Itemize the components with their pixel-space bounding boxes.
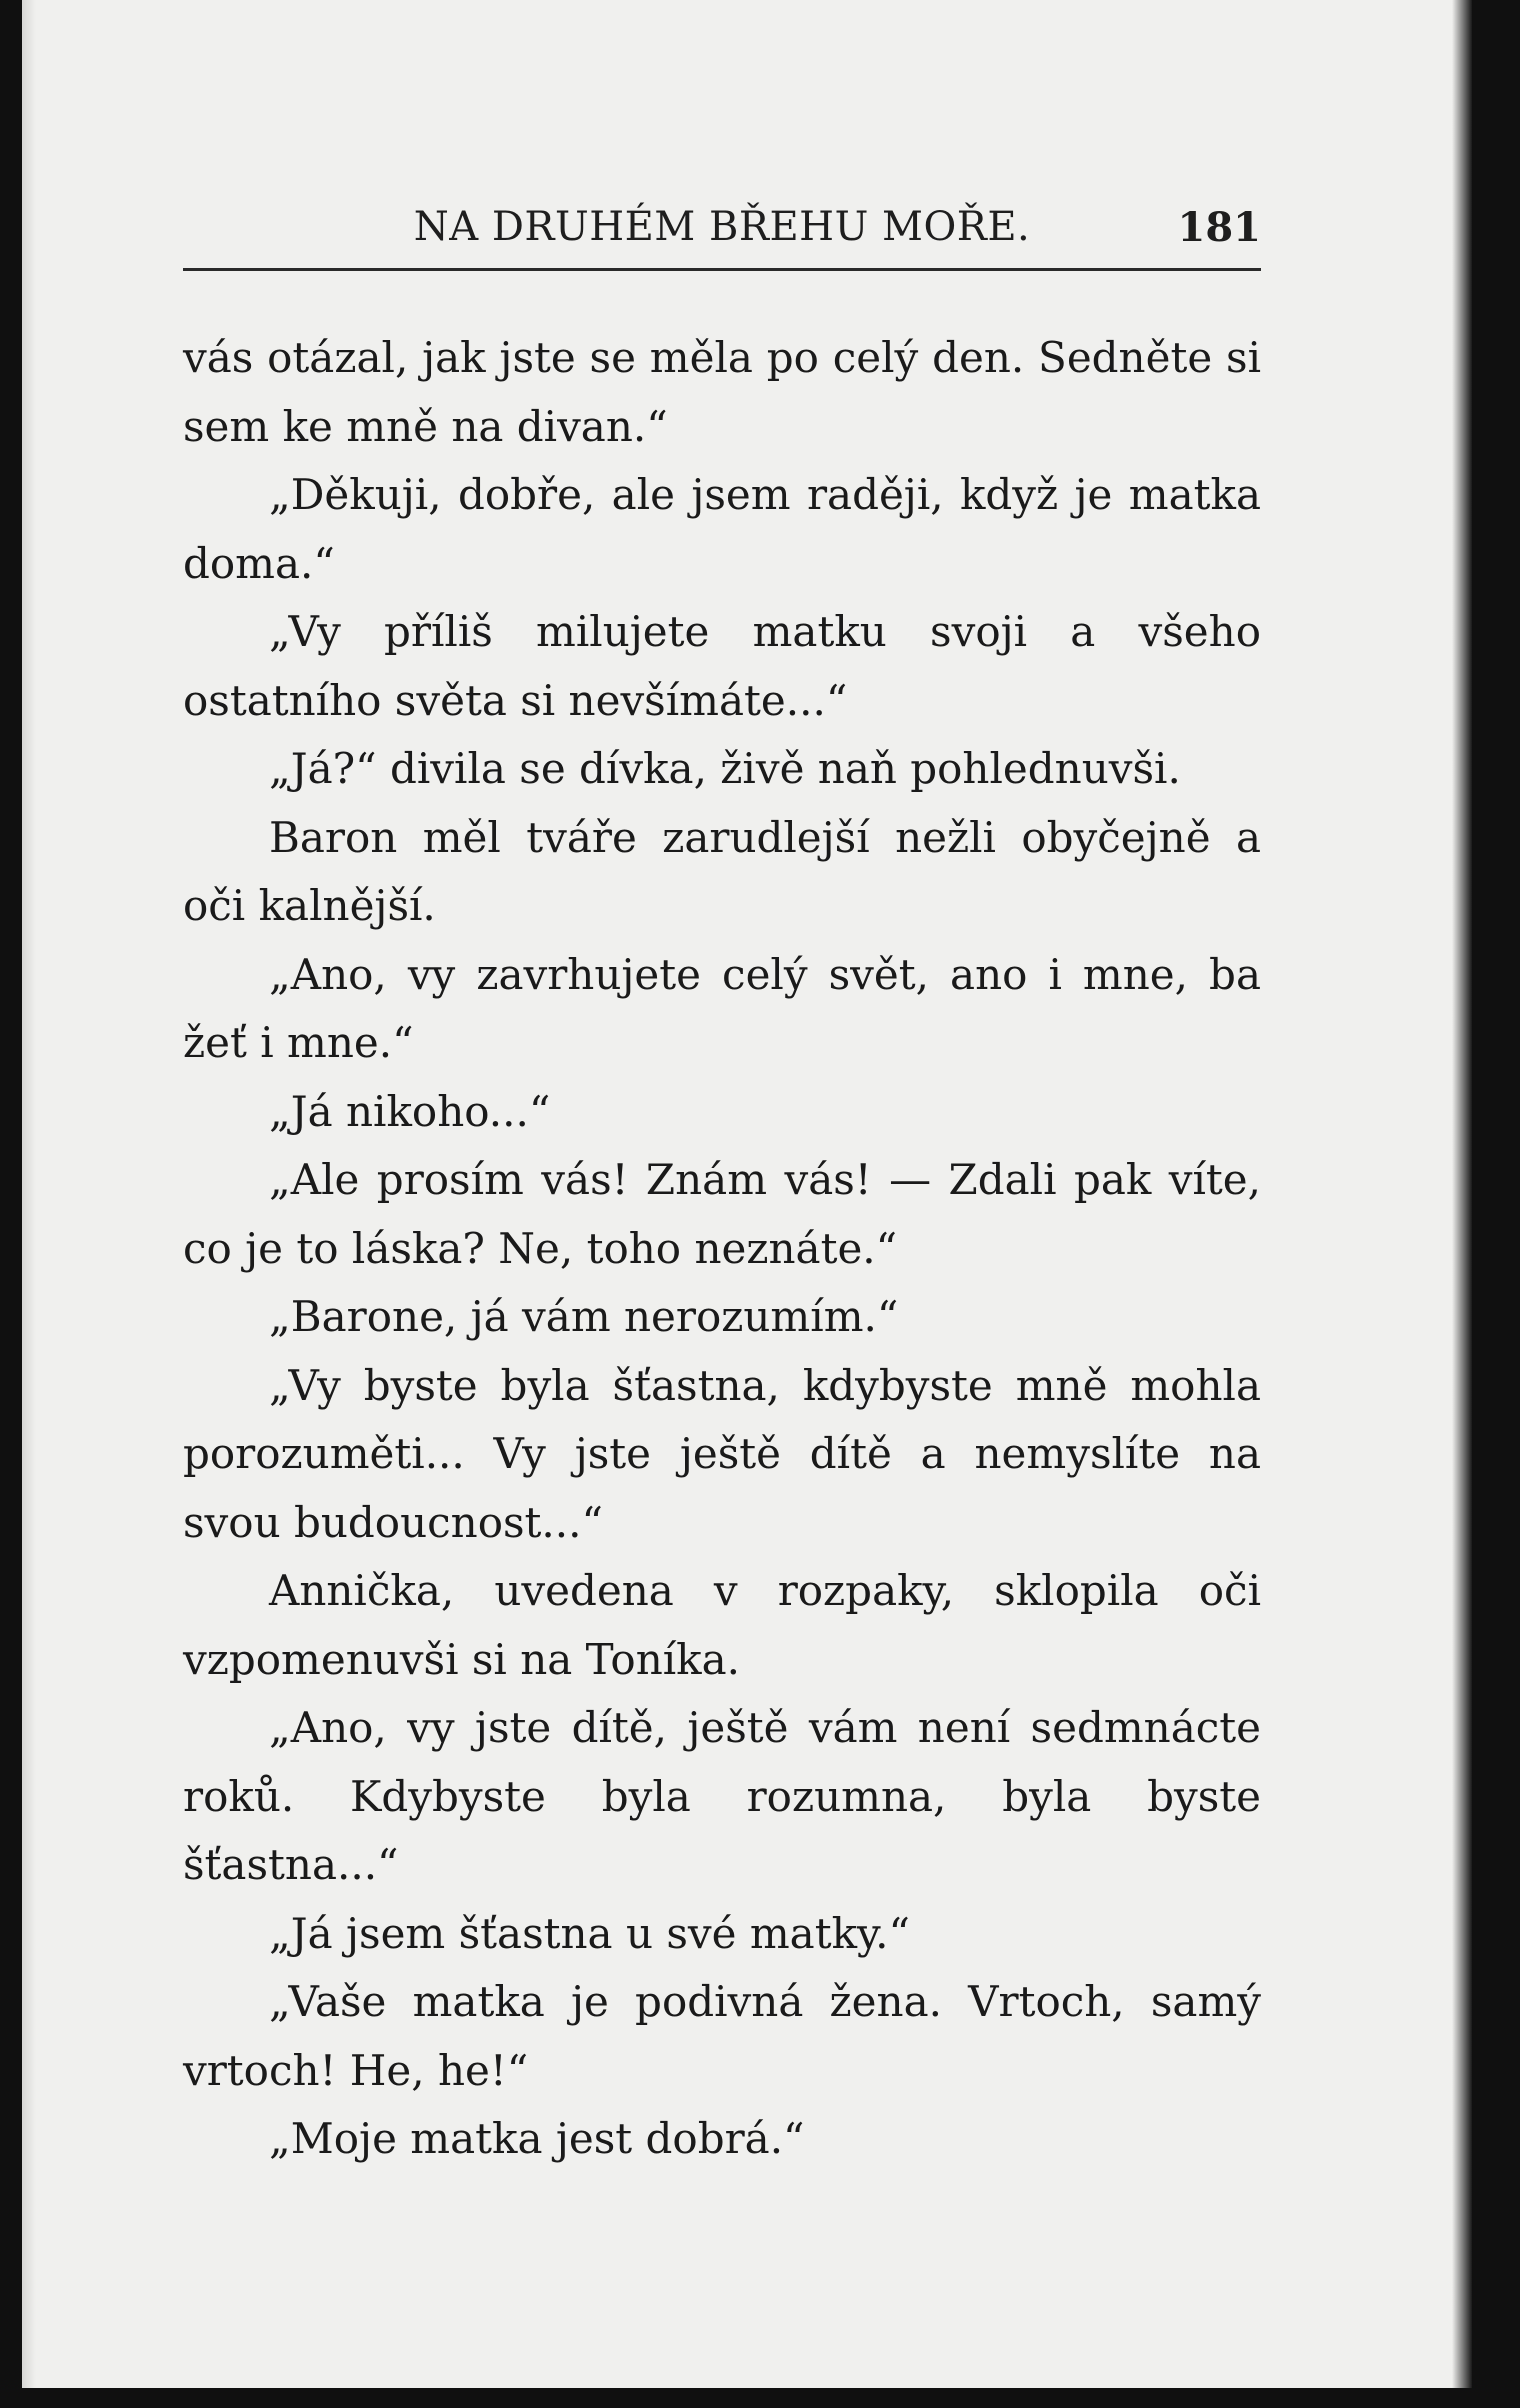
paragraph: „Ale prosím vás! Znám vás! — Zdali pak víte, co je to láska? Ne, toho neznáte.“ (183, 1155, 1261, 1273)
paragraph: Annička, uvedena v rozpaky, sklopila oči vzpomenuvši si na Toníka. (183, 1566, 1261, 1684)
paragraph: „Já nikoho...“ (269, 1086, 551, 1136)
paragraph: „Vy příliš milujete matku svoji a všeho ostatního světa si nevšímáte...“ (183, 607, 1261, 725)
paragraph: vás otázal, jak jste se měla po celý den. Sedněte si sem ke mně na divan.“ (183, 333, 1261, 451)
paragraph: „Moje matka jest dobrá.“ (269, 2114, 805, 2163)
paragraph: „Vy byste byla šťastna, kdybyste mně mohla porozuměti... Vy jste ještě dítě a nemyslíte na svou budoucnost...“ (183, 1360, 1261, 1547)
paragraph: „Děkuji, dobře, ale jsem raději, když je matka doma.“ (183, 470, 1261, 588)
body-text (183, 324, 1261, 2174)
paragraph: „Ano, vy jste dítě, ještě vám není sedmnácte roků. Kdybyste byla rozumna, byla byste šťastna...“ (183, 1703, 1261, 1889)
book-page (22, 0, 1472, 2388)
page-header (183, 198, 1261, 271)
paragraph: Baron měl tváře zarudlejší nežli obyčejně a oči kalnější. (183, 812, 1261, 930)
paragraph: „Barone, já vám nerozumím.“ (269, 1292, 899, 1341)
running-title: NA DRUHÉM BŘEHU MOŘE. (413, 204, 1031, 250)
page-edge-shadow (1452, 0, 1472, 2388)
paragraph: „Já jsem šťastna u své matky.“ (269, 1908, 910, 1958)
paragraph: „Já?“ divila se dívka, živě naň pohlednuvši. (269, 744, 1181, 793)
paragraph: „Vaše matka je podivná žena. Vrtoch, samý vrtoch! He, he!“ (183, 1977, 1261, 2095)
paragraph: „Ano, vy zavrhujete celý svět, ano i mne, ba žeť i mne.“ (183, 949, 1261, 1067)
page-number: 181 (1177, 204, 1261, 251)
